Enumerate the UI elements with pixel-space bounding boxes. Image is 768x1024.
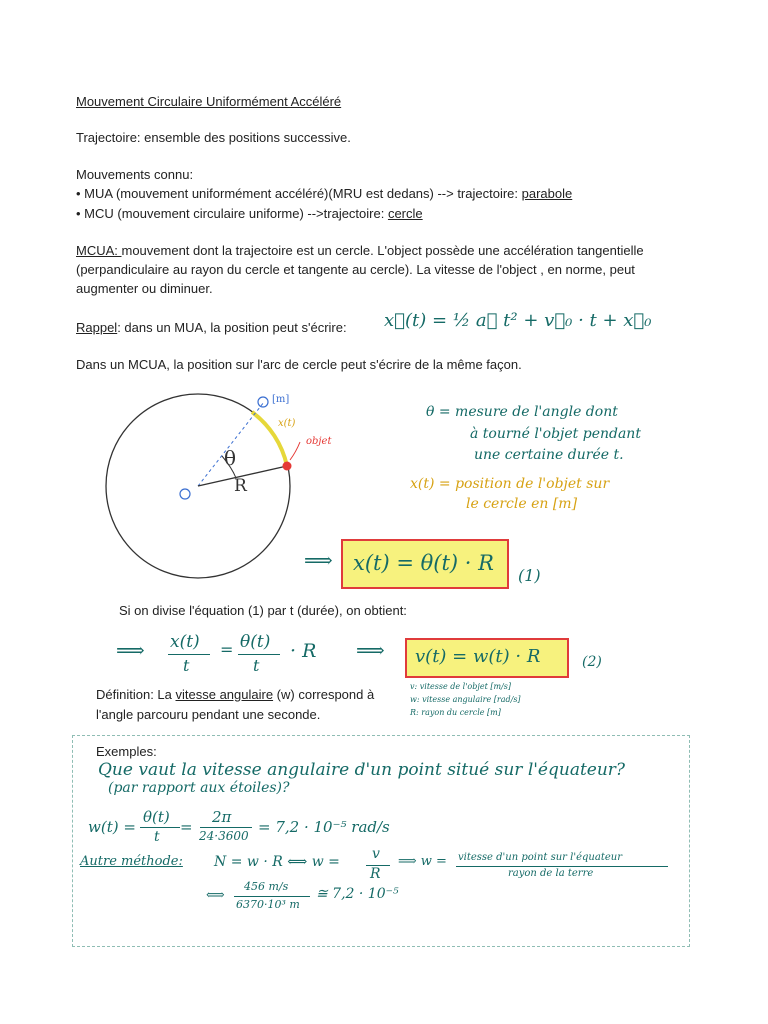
example-question-line2: (par rapport aux étoiles)? [108,780,290,796]
autre-methode: Autre méthode: [80,854,183,869]
list-item: • MUA (mouvement uniformément accéléré)(MRU est dedans) --> trajectoire: parabole [76,186,573,201]
mcua-term: MCUA: [76,243,122,258]
calc2-words-bar [456,866,668,867]
eq1-formula: x(t) = θ(t) · R [353,551,494,575]
mcua-definition-line2: (perpandiculaire au rayon du cercle et tangente au cercle). La vitesse de l'object , en norme, peut [76,262,635,277]
bullet-icon: • [76,186,85,201]
mua-position-formula: x⃗(t) = ½ a⃗ t² + v⃗₀ · t + x⃗₀ [384,310,652,331]
rappel-text: Rappel: dans un MUA, la position peut s'écrire: [76,320,347,335]
eq1-box [341,539,509,589]
eq2-formula: v(t) = w(t) · R [415,646,541,667]
theta-note-line1: θ = mesure de l'angle dont [426,404,618,420]
mouvements-heading: Mouvements connu: [76,167,194,182]
calc3-denominator: 6370·10³ m [236,898,300,911]
definition-text: Définition: La vitesse angulaire (w) correspond à [96,687,375,702]
theta-note-line2: à tourné l'objet pendant [470,426,641,442]
frac2-bar [238,654,280,655]
x-note-line1: x(t) = position de l'objet sur [410,476,610,492]
object-label: objet [306,436,332,447]
eq2-label: (2) [582,654,602,670]
calc2-words-denominator: rayon de la terre [508,868,594,879]
calc2-frac-numerator: v [372,846,380,862]
legend-w: w: vitesse angulaire [rad/s] [410,695,521,704]
calc1-lhs: w(t) = [88,818,136,836]
calc1-denominator: t [154,829,160,845]
frac1-denominator: t [183,656,190,675]
calc1-denominator2: 24·3600 [199,829,249,843]
theta-note-line3: une certaine durée t. [474,447,624,463]
legend-v: v: vitesse de l'objet [m/s] [410,682,511,691]
frac1-bar [168,654,210,655]
frac2-denominator: t [253,656,260,675]
eq-div-times-r: · R [290,640,317,662]
page-title: Mouvement Circulaire Uniformément Accéléré [76,94,342,109]
calc1-equals: = [180,818,193,836]
parabole-link[interactable]: parabole [521,186,573,201]
calc2-words-numerator: vitesse d'un point sur l'équateur [458,852,622,863]
calc2-arrow: ⟹ w = [398,854,447,869]
calc1-bar [140,827,180,828]
legend-r: R: rayon du cercle [m] [410,708,501,717]
calc3-prefix: ⟺ [206,888,225,903]
eq-div-arrow2: ⟹ [356,638,385,662]
calc1-numerator2: 2π [212,808,232,826]
calc1-bar2 [200,827,252,828]
calc3-bar [234,896,310,897]
cercle-link[interactable]: cercle [387,206,423,221]
rappel-term: Rappel [76,320,118,335]
calc2-formula: N = w · R ⟺ w = [214,854,340,870]
eq-div-arrow: ⟹ [116,638,145,662]
eq1-arrow: ⟹ [304,548,333,572]
frac2-numerator: θ(t) [240,632,271,652]
object-pointer [290,442,300,460]
definition-text-line2: l'angle parcouru pendant une seconde. [96,707,321,722]
bullet-icon: • [76,206,85,221]
eq1-label: (1) [518,566,541,585]
theta-label: θ [224,446,237,470]
calc2-frac-denominator: R [370,866,381,882]
divide-text: Si on divise l'équation (1) par t (durée), on obtient: [119,603,407,618]
mcua-arc-text: Dans un MCUA, la position sur l'arc de cercle peut s'écrire de la même façon. [76,357,522,372]
calc3-numerator: 456 m/s [244,880,289,893]
frac1-numerator: x(t) [170,632,200,652]
eq2-box [405,638,569,678]
radius-label: R [234,476,247,496]
unit-label: [m] [272,394,290,405]
example-question-line1: Que vaut la vitesse angulaire d'un point situé sur l'équateur? [98,760,626,780]
eq-div-equals: = [220,640,234,659]
examples-heading: Exemples: [96,744,157,759]
origin-mark [258,397,268,407]
object-dot [283,462,292,471]
vitesse-angulaire-term: vitesse angulaire [175,687,274,702]
list-item: • MCU (mouvement circulaire uniforme) -->trajectoire: cercle [76,206,423,221]
calc3-result: ≅ 7,2 · 10⁻⁵ [316,886,399,902]
calc1-numerator: θ(t) [143,808,170,826]
mcua-definition-line3: augmenter ou diminuer. [76,281,213,296]
mcua-definition: MCUA: mouvement dont la trajectoire est un cercle. L'object possède une accélération tangentielle [76,243,644,258]
center-mark [180,489,190,499]
arc-label: x(t) [278,418,296,429]
calc1-result: = 7,2 · 10⁻⁵ rad/s [258,818,390,836]
trajectoire-definition: Trajectoire: ensemble des positions successive. [76,130,351,145]
x-note-line2: le cercle en [m] [466,496,578,512]
